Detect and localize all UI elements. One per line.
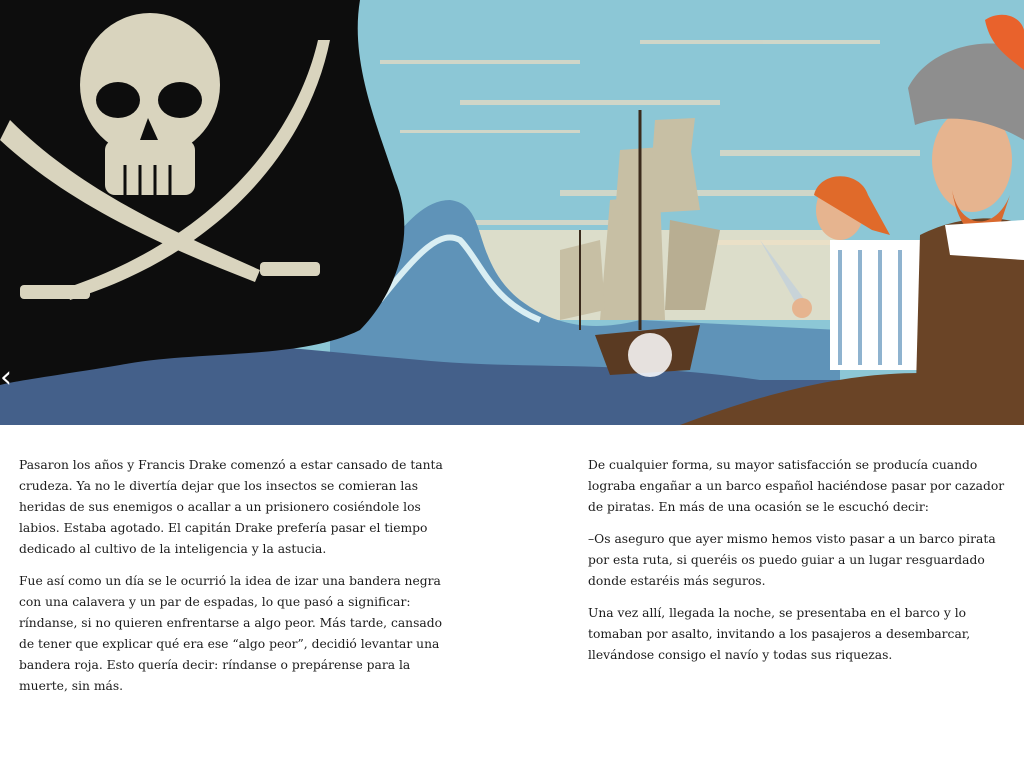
paragraph: –Os aseguro que ayer mismo hemos visto pasar a un barco pirata por esta ruta, si queréis os puedo guiar a un lugar resguardado donde estaréis más seguros. bbox=[588, 532, 996, 588]
prev-page-button[interactable] bbox=[0, 360, 20, 396]
left-page-text bbox=[19, 455, 459, 708]
paragraph: De cualquier forma, su mayor satisfacción se producía cuando lograba engañar a un barco español haciéndose pasar por cazador de piratas. En más de una ocasión se le escuchó decir: bbox=[588, 458, 1005, 514]
paragraph: Pasaron los años y Francis Drake comenzó a estar cansado de tanta crudeza. Ya no le divertía dejar que los insectos se comieran las heridas de sus enemigos o acallar a un prisionero cosiéndole los labios. Estaba agotado. El capitán Drake prefería pasar el tiempo dedicado al cultivo de la inteligencia y la astucia. bbox=[19, 458, 443, 556]
paragraph: Fue así como un día se le ocurrió la idea de izar una bandera negra con una calavera y un par de espadas, lo que pasó a significar: ríndanse, si no quieren enfrentarse a algo peor. Más tarde, cansado de tener que explicar qué era ese “algo peor”, decidió levantar una bandera roja. Esto quería decir: ríndanse o prepárense para la muerte, sin más. bbox=[19, 574, 442, 693]
paragraph: Una vez allí, llegada la noche, se presentaba en el barco y lo tomaban por asalto, invitando a los pasajeros a desembarcar, llevándose consigo el navío y todas sus riquezas. bbox=[588, 606, 971, 662]
chevron-left-icon: ‹ bbox=[0, 360, 12, 395]
right-page-text bbox=[588, 455, 1020, 677]
